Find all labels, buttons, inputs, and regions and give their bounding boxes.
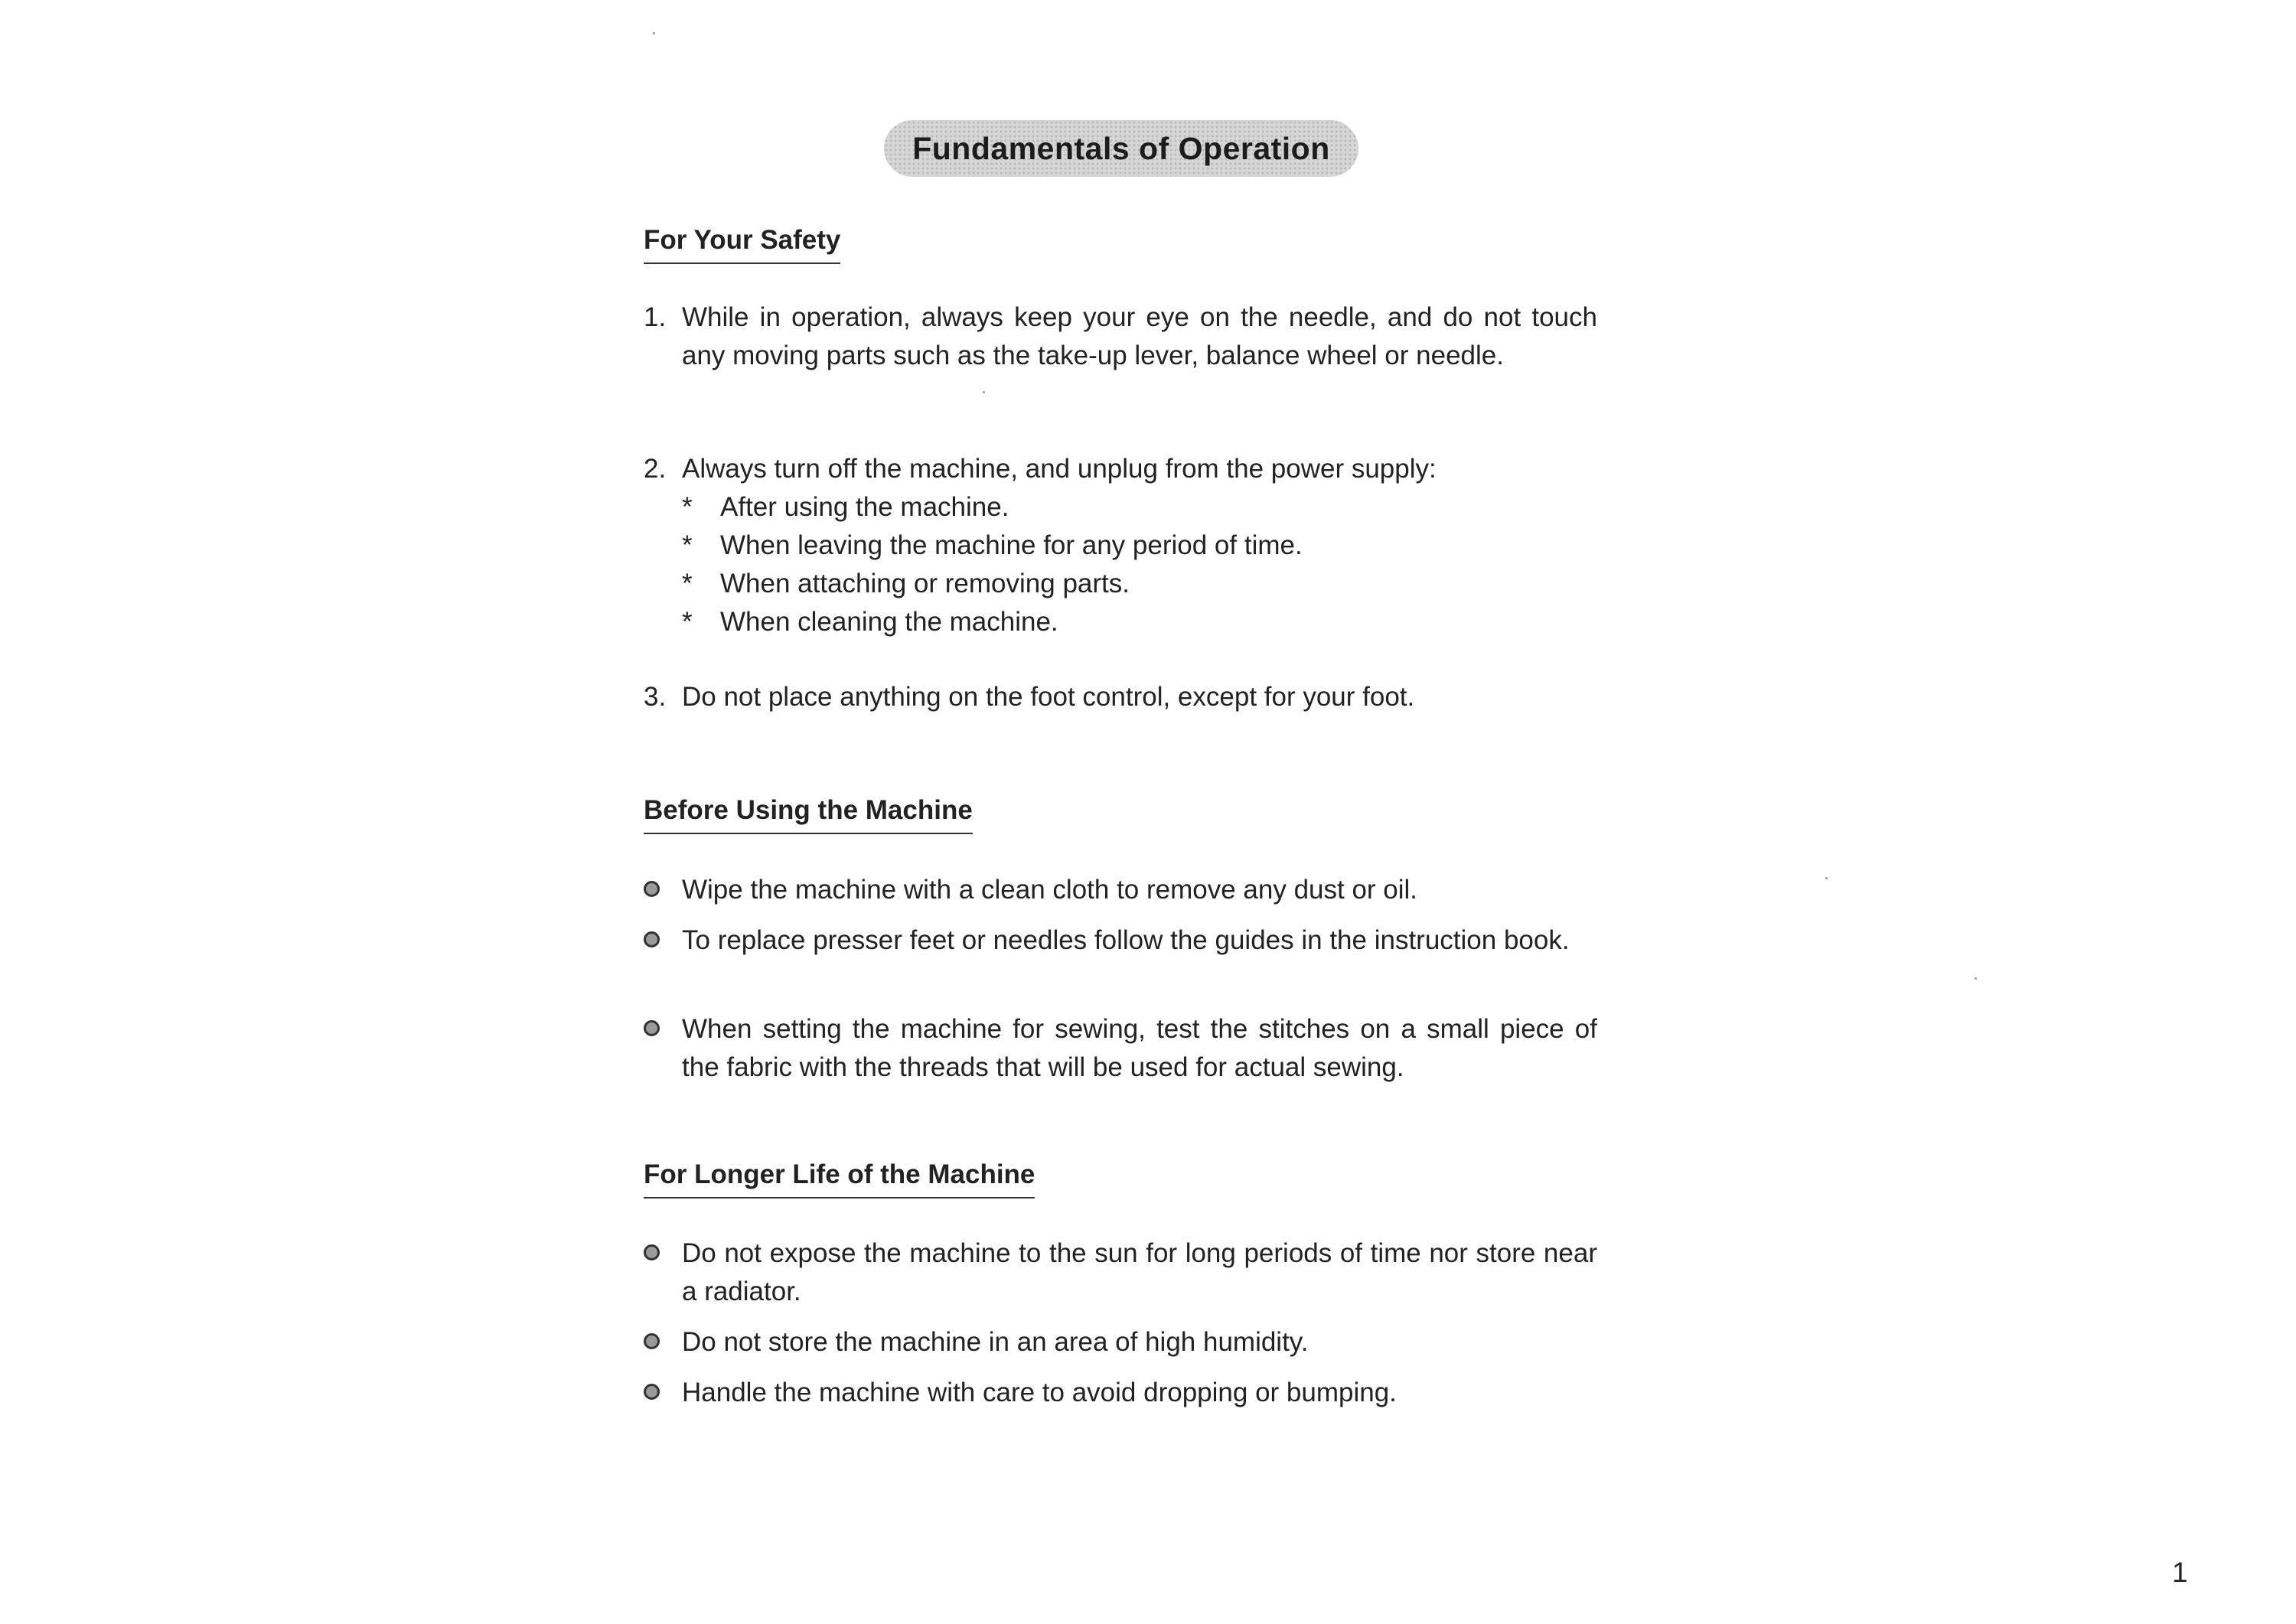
item-text: To replace presser feet or needles follow the guides in the instruction book. <box>682 925 1570 955</box>
item-text: Wipe the machine with a clean cloth to remove any dust or oil. <box>682 875 1418 905</box>
bullet-icon <box>644 1384 660 1400</box>
item-text: When setting the machine for sewing, test the stitches on a small piece of the fabric with the threads that will be used for actual sewing. <box>682 1014 1597 1082</box>
item-text: Do not place anything on the foot control, except for your foot. <box>682 682 1415 712</box>
item-number: 3. <box>644 682 667 712</box>
bullet-icon <box>644 1020 660 1036</box>
sub-item-text: When attaching or removing parts. <box>720 569 1130 598</box>
asterisk-marker: * <box>682 492 693 522</box>
sub-item <box>682 603 1597 641</box>
safety-item-2 <box>644 450 1597 641</box>
before-using-item-1 <box>644 871 1597 909</box>
sub-item-text: When leaving the machine for any period of time. <box>720 530 1303 560</box>
scan-speck <box>983 391 985 393</box>
item-text: Do not expose the machine to the sun for long periods of time nor store near a radiator. <box>682 1238 1597 1306</box>
bullet-icon <box>644 881 660 897</box>
section-heading-before-using: Before Using the Machine <box>644 795 973 834</box>
sub-item-text: After using the machine. <box>720 492 1009 522</box>
section-heading-safety: For Your Safety <box>644 225 840 264</box>
sub-item <box>682 565 1597 603</box>
item-text: Do not store the machine in an area of high humidity. <box>682 1327 1309 1357</box>
longer-life-item-3 <box>644 1374 1597 1412</box>
sub-item <box>682 488 1597 527</box>
item-number: 2. <box>644 454 667 484</box>
scan-speck <box>653 32 655 34</box>
item-text: While in operation, always keep your eye on the needle, and do not touch any moving parts such as the take-up lever, balance wheel or needle. <box>682 302 1597 370</box>
bullet-icon <box>644 1244 660 1260</box>
safety-item-3 <box>644 678 1597 716</box>
section-heading-longer-life: For Longer Life of the Machine <box>644 1159 1035 1198</box>
page-title: Fundamentals of Operation <box>884 120 1358 177</box>
bullet-icon <box>644 931 660 947</box>
sub-item-text: When cleaning the machine. <box>720 607 1058 637</box>
longer-life-item-1 <box>644 1234 1597 1311</box>
page-number: 1 <box>2172 1557 2188 1588</box>
asterisk-marker: * <box>682 569 693 598</box>
item-text: Handle the machine with care to avoid dropping or bumping. <box>682 1378 1397 1407</box>
before-using-item-3 <box>644 1010 1597 1087</box>
asterisk-marker: * <box>682 530 693 560</box>
item-text: Always turn off the machine, and unplug from the power supply: <box>682 454 1437 484</box>
before-using-item-2 <box>644 921 1597 960</box>
item-number: 1. <box>644 302 667 332</box>
asterisk-marker: * <box>682 607 693 637</box>
bullet-icon <box>644 1333 660 1349</box>
scan-speck <box>1975 977 1977 980</box>
sub-item <box>682 527 1597 565</box>
scan-speck <box>1825 877 1828 879</box>
safety-item-1 <box>644 298 1597 375</box>
longer-life-item-2 <box>644 1323 1597 1361</box>
